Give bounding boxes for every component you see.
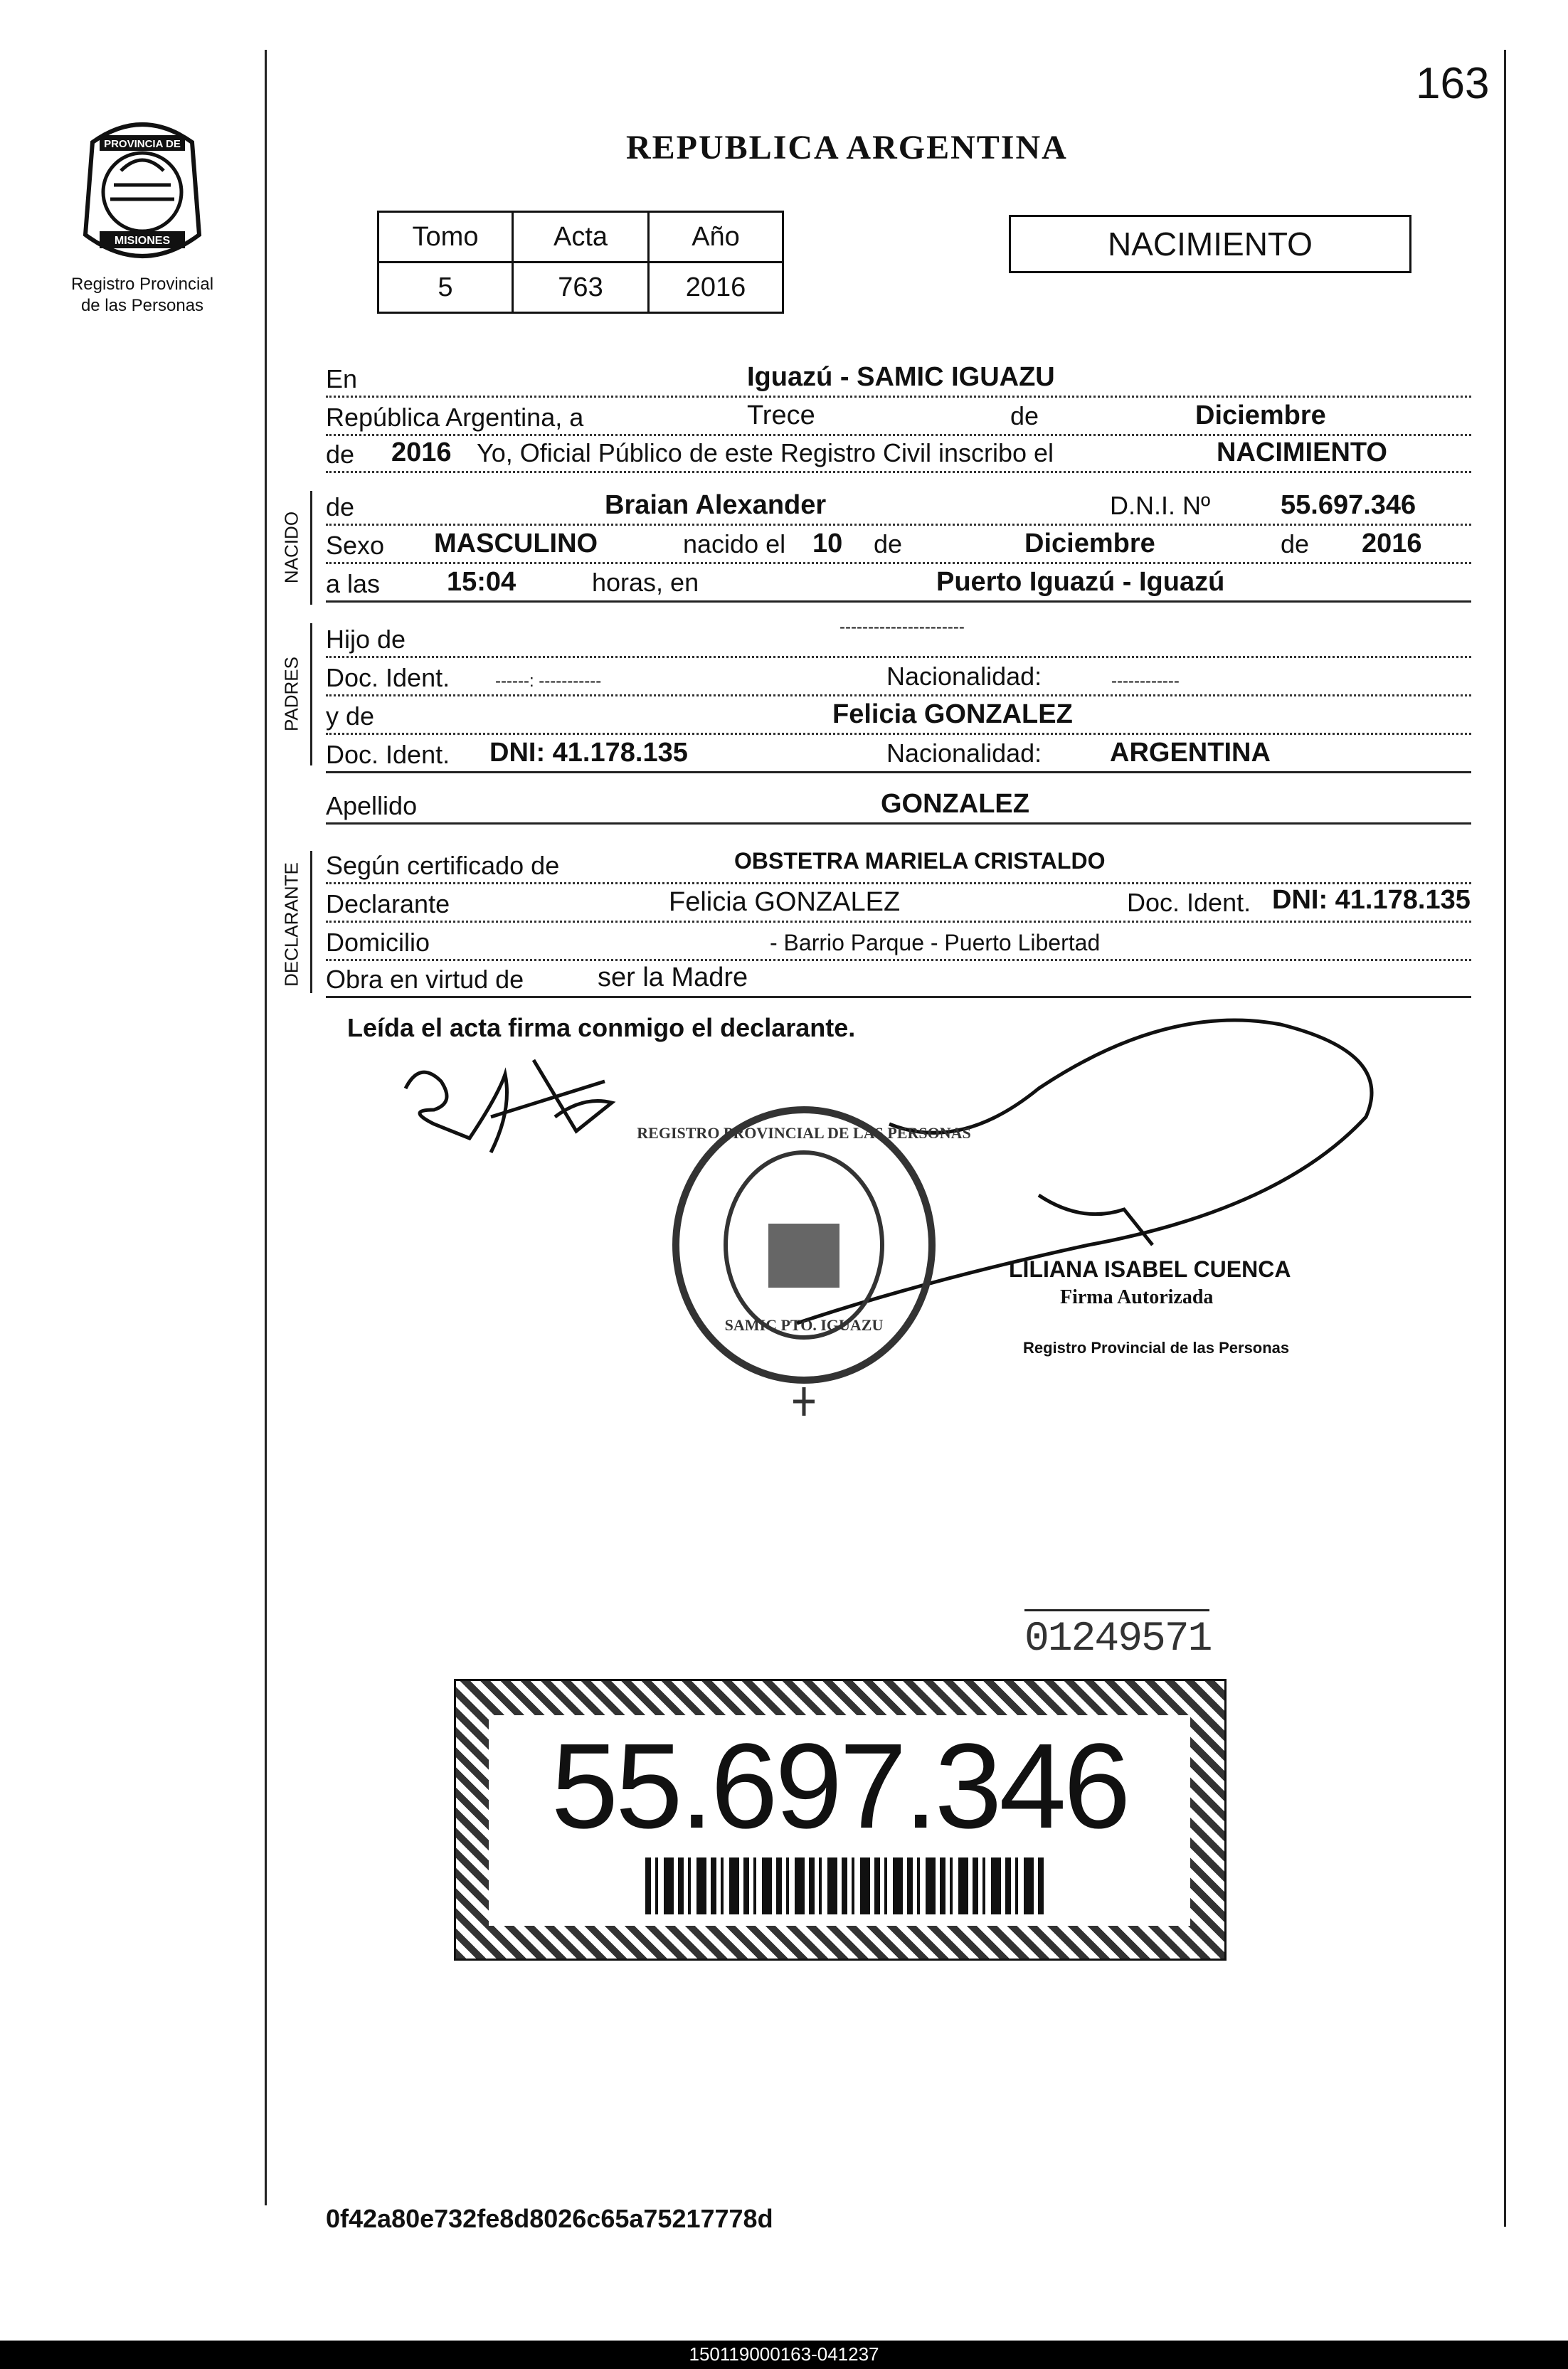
value-birth-year: 2016: [1362, 529, 1422, 558]
label-declarante: Declarante: [326, 889, 450, 921]
declarant-signature: [391, 1053, 647, 1167]
footer-bar: [0, 2341, 1568, 2369]
value-madre-doc: DNI: 41.178.135: [489, 738, 688, 768]
value-birth-day: 10: [812, 529, 843, 558]
value-madre-nac: ARGENTINA: [1110, 738, 1271, 768]
logo-caption: [50, 274, 235, 317]
right-margin-line: [1504, 50, 1506, 2227]
value-child-name: Braian Alexander: [605, 490, 827, 520]
value-declarante: Felicia GONZALEZ: [669, 887, 901, 917]
label-en: En: [326, 364, 357, 396]
signatory-role: Firma Autorizada: [1060, 1286, 1214, 1308]
label-dni: D.N.I. Nº: [1110, 491, 1211, 520]
row-republica: [326, 403, 1471, 436]
barcode-number: 55.697.346: [551, 1719, 1128, 1854]
barcode-inner: [489, 1715, 1190, 1926]
label-apellido: Apellido: [326, 791, 417, 822]
barcode-sticker: [454, 1679, 1227, 1961]
row-year: [326, 440, 1471, 473]
label-hijo-de: Hijo de: [326, 625, 406, 656]
label-de-month: de: [1010, 401, 1039, 430]
label-de-name: de: [326, 492, 354, 524]
label-domicilio: Domicilio: [326, 928, 430, 959]
signatory-name: LILIANA ISABEL CUENCA: [1009, 1256, 1291, 1282]
value-declarante-doc: DNI: 41.178.135: [1272, 885, 1471, 915]
nacido-bracket: [310, 491, 312, 605]
seal-ring-text: REGISTRO PROVINCIAL DE LAS PERSONAS: [637, 1124, 971, 1142]
declarante-bracket: [310, 851, 312, 993]
document-type-box: NACIMIENTO: [1009, 215, 1411, 273]
serial-number: 01249571: [1024, 1616, 1212, 1663]
row-hora: [326, 569, 1471, 603]
registry-table: [377, 211, 784, 314]
misiones-logo: [71, 114, 213, 277]
barcode-bars: [645, 1857, 1044, 1914]
label-nacionalidad-padre: Nacionalidad:: [886, 662, 1042, 691]
row-madre-doc: [326, 740, 1471, 773]
value-place: Iguazú - SAMIC IGUAZU: [747, 362, 1055, 392]
label-horas-en: horas, en: [592, 568, 699, 597]
value-padre-doc: ------: -----------: [495, 672, 602, 691]
value-padre-nac: ------------: [1111, 672, 1180, 691]
label-segun: Según certificado de: [326, 851, 559, 882]
value-day: Trece: [747, 401, 815, 430]
value-child-dni: 55.697.346: [1281, 490, 1416, 520]
logo-caption-line-2: de las Personas: [80, 296, 204, 315]
value-tomo: 5: [378, 263, 513, 313]
row-apellido: [326, 791, 1471, 825]
label-doc-ident-padre: Doc. Ident.: [326, 663, 450, 694]
header-anio: Año: [649, 212, 783, 263]
label-de-birth-year: de: [1281, 529, 1310, 558]
label-nacionalidad-madre: Nacionalidad:: [886, 738, 1042, 768]
header-tomo: Tomo: [378, 212, 513, 263]
value-domicilio: - Barrio Parque - Puerto Libertad: [770, 930, 1101, 955]
row-hijo-de: [326, 618, 1471, 658]
row-sexo: [326, 531, 1471, 564]
row-y-de: [326, 701, 1471, 735]
value-month: Diciembre: [1195, 401, 1326, 430]
value-anio: 2016: [649, 263, 783, 313]
value-hora: 15:04: [447, 567, 517, 597]
value-sexo: MASCULINO: [434, 529, 598, 558]
value-lugar: Puerto Iguazú - Iguazú: [936, 567, 1225, 597]
signatory-org: Registro Provincial de las Personas: [1023, 1339, 1290, 1357]
left-margin-line: [265, 50, 267, 2205]
label-nacido-el: nacido el: [683, 529, 786, 558]
document-hash: 0f42a80e732fe8d8026c65a75217778d: [326, 2204, 773, 2233]
label-de-birth-month: de: [874, 529, 903, 558]
row-declarante: [326, 885, 1471, 923]
footer-code: 150119000163-041237: [689, 2343, 879, 2365]
label-de-year: de: [326, 440, 354, 471]
logo-caption-line-1: Registro Provincial: [70, 275, 214, 294]
value-certificado: OBSTETRA MARIELA CRISTALDO: [734, 848, 1106, 874]
row-en: [326, 364, 1471, 398]
value-year: 2016: [391, 438, 452, 467]
label-republica: República Argentina, a: [326, 403, 583, 434]
label-y-de: y de: [326, 701, 374, 733]
logo-bottom-text: MISIONES: [114, 235, 171, 247]
value-acto: NACIMIENTO: [1217, 438, 1387, 467]
label-obra: Obra en virtud de: [326, 965, 524, 996]
page-title: REPUBLICA ARGENTINA: [626, 129, 1068, 166]
header-acta: Acta: [513, 212, 649, 263]
declarante-section-label: DECLARANTE: [280, 862, 302, 987]
value-birth-month: Diciembre: [1024, 529, 1155, 558]
value-apellido: GONZALEZ: [881, 789, 1029, 819]
official-seal: [637, 1096, 971, 1423]
label-sexo: Sexo: [326, 531, 384, 562]
leida-text: Leída el acta firma conmigo el declarante.: [347, 1013, 856, 1042]
inscribo-text: Yo, Oficial Público de este Registro Civil inscribo el: [477, 438, 1054, 467]
page-number: 163: [1416, 59, 1490, 108]
row-nacido-name: [326, 492, 1471, 526]
row-domicilio: [326, 928, 1471, 961]
row-padre-doc: [326, 663, 1471, 696]
value-padre: ----------------------: [839, 618, 965, 637]
label-doc-ident-madre: Doc. Ident.: [326, 740, 450, 771]
value-acta: 763: [513, 263, 649, 313]
row-segun: [326, 848, 1471, 884]
label-a-las: a las: [326, 569, 380, 600]
row-obra: [326, 965, 1471, 998]
logo-top-text: PROVINCIA DE: [104, 138, 181, 150]
serial-top-line: [1024, 1609, 1209, 1611]
seal-center-text: SAMIC PTO. IGUAZU: [724, 1316, 884, 1334]
label-doc-ident-declarante: Doc. Ident.: [1127, 888, 1251, 917]
value-obra: ser la Madre: [598, 963, 748, 992]
padres-bracket: [310, 623, 312, 765]
nacido-section-label: NACIDO: [280, 511, 302, 584]
padres-section-label: PADRES: [280, 657, 302, 731]
value-madre: Felicia GONZALEZ: [832, 699, 1073, 729]
